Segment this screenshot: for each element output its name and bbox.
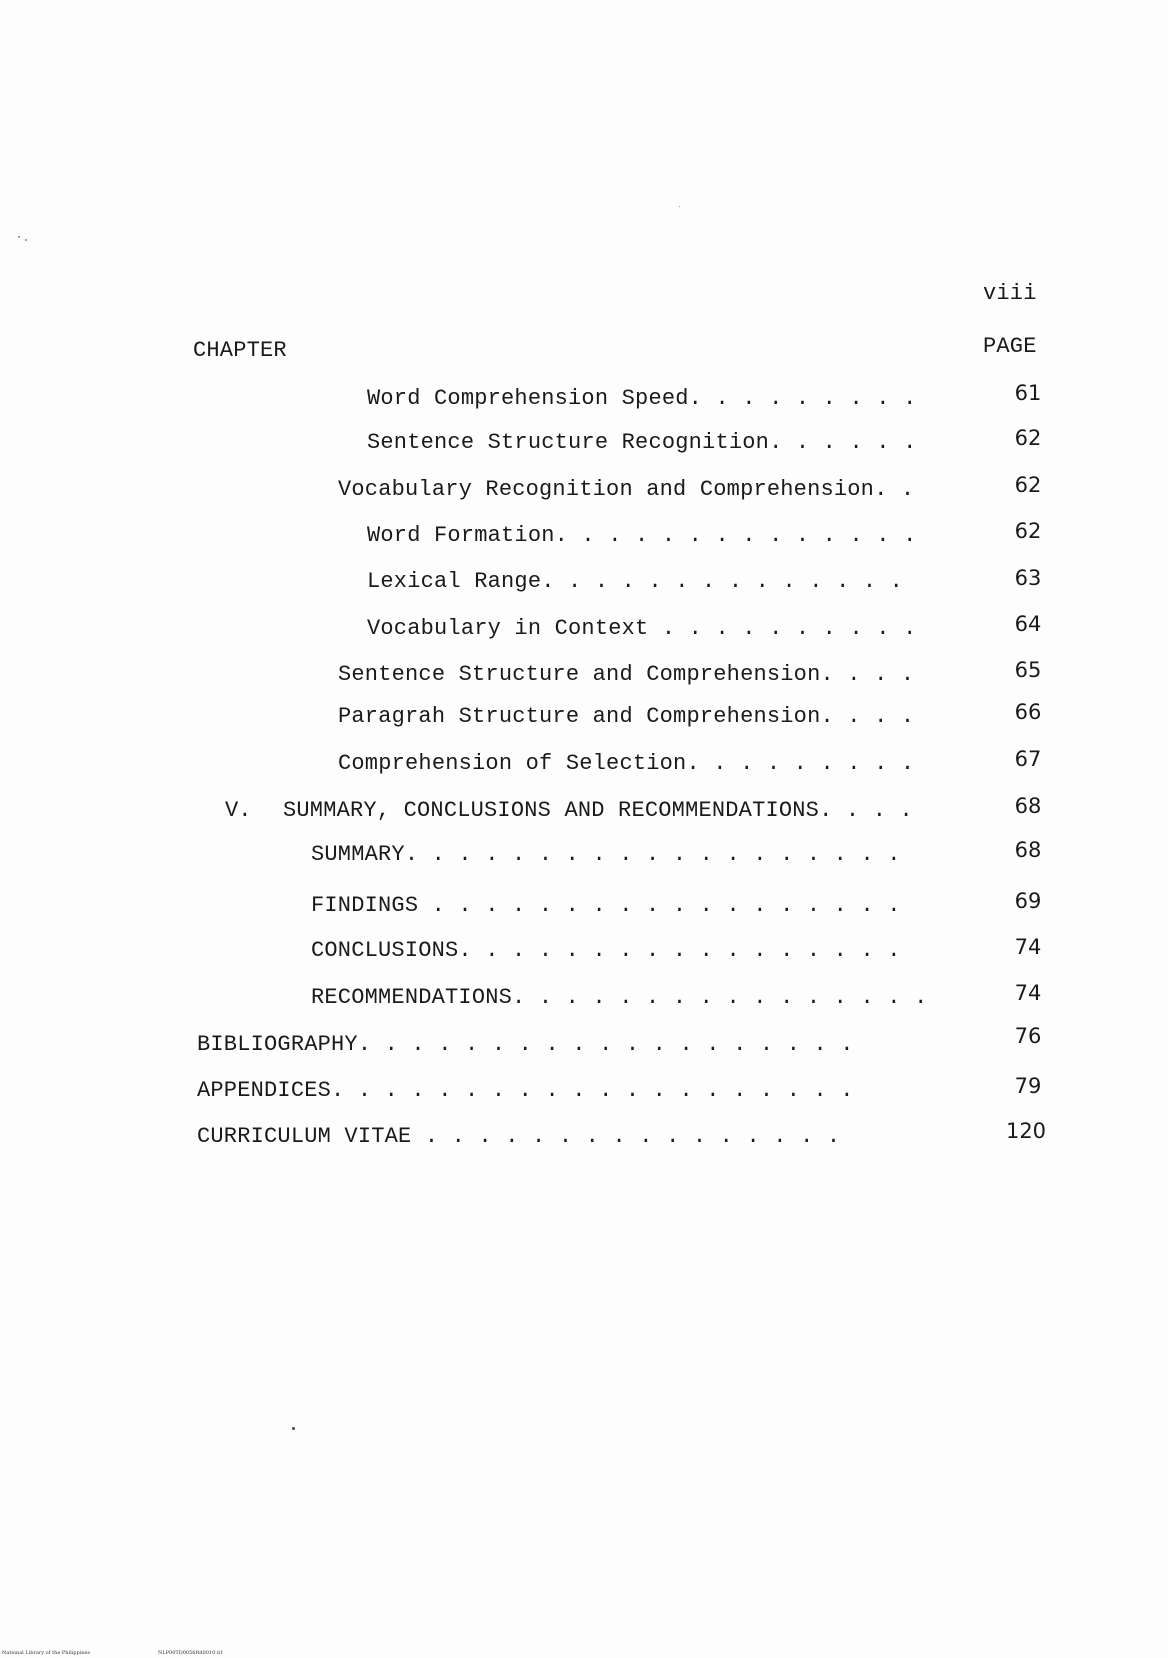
toc-entry-text: Sentence Structure and Comprehension. . . .	[338, 662, 915, 687]
toc-entry-page: 74	[1014, 981, 1042, 1005]
toc-entry-page: 68	[1014, 794, 1042, 818]
toc-entry-page: 69	[1014, 889, 1042, 913]
toc-entry-page: 61	[1014, 381, 1042, 405]
toc-entry-page: 65	[1014, 658, 1042, 682]
toc-entry-page: 67	[1014, 747, 1042, 771]
toc-entry-page: 79	[1014, 1074, 1042, 1098]
toc-entry-page: 62	[1014, 473, 1042, 497]
scan-speck	[679, 206, 680, 207]
chapter-header: CHAPTER	[193, 338, 287, 363]
toc-entry-text: Sentence Structure Recognition. . . . . .	[367, 430, 917, 455]
toc-entry-page: 62	[1014, 519, 1042, 543]
toc-entry-page: 74	[1014, 935, 1042, 959]
toc-entry-page: 64	[1014, 612, 1042, 636]
chapter-numeral: V.	[225, 798, 252, 823]
page-number: viii	[983, 281, 1037, 306]
scan-speck	[25, 239, 27, 241]
scan-speck	[18, 236, 20, 238]
toc-entry-text: Comprehension of Selection. . . . . . . . .	[338, 751, 915, 776]
toc-entry-text: FINDINGS . . . . . . . . . . . . . . . . . .	[311, 893, 901, 918]
toc-entry-page: 63	[1014, 566, 1042, 590]
toc-entry-text: Lexical Range. . . . . . . . . . . . . .	[367, 569, 904, 594]
toc-entry-text: Vocabulary Recognition and Comprehension. .	[338, 477, 915, 502]
toc-entry-text: Paragrah Structure and Comprehension. . . .	[338, 704, 915, 729]
toc-entry-page: 76	[1014, 1024, 1042, 1048]
footer-file-name: NLP00TD0056ftd0010.tif	[158, 1650, 223, 1656]
footer-library-credit: National Library of the Philippines	[2, 1650, 91, 1656]
toc-entry-text: Word Comprehension Speed. . . . . . . . .	[367, 386, 917, 411]
toc-entry-page: 66	[1014, 700, 1042, 724]
toc-entry-page: 62	[1014, 426, 1042, 450]
toc-entry-text: Word Formation. . . . . . . . . . . . . .	[367, 523, 917, 548]
page-header: PAGE	[983, 334, 1037, 359]
toc-entry-text: Vocabulary in Context . . . . . . . . . .	[367, 616, 917, 641]
toc-entry-text: SUMMARY. . . . . . . . . . . . . . . . . . .	[311, 842, 901, 867]
toc-entry-text: APPENDICES. . . . . . . . . . . . . . . . . . . .	[197, 1078, 854, 1103]
scan-speck	[292, 1427, 295, 1430]
toc-entry-text: CONCLUSIONS. . . . . . . . . . . . . . . . .	[311, 938, 901, 963]
toc-entry-text: BIBLIOGRAPHY. . . . . . . . . . . . . . . . . . .	[197, 1032, 854, 1057]
toc-entry-text: CURRICULUM VITAE . . . . . . . . . . . . . . . .	[197, 1124, 841, 1149]
toc-entry-page: 120	[1005, 1119, 1047, 1143]
toc-entry-text: RECOMMENDATIONS. . . . . . . . . . . . . . . .	[311, 985, 928, 1010]
toc-entry-text: SUMMARY, CONCLUSIONS AND RECOMMENDATIONS. . . .	[283, 798, 913, 823]
toc-entry-page: 68	[1014, 838, 1042, 862]
